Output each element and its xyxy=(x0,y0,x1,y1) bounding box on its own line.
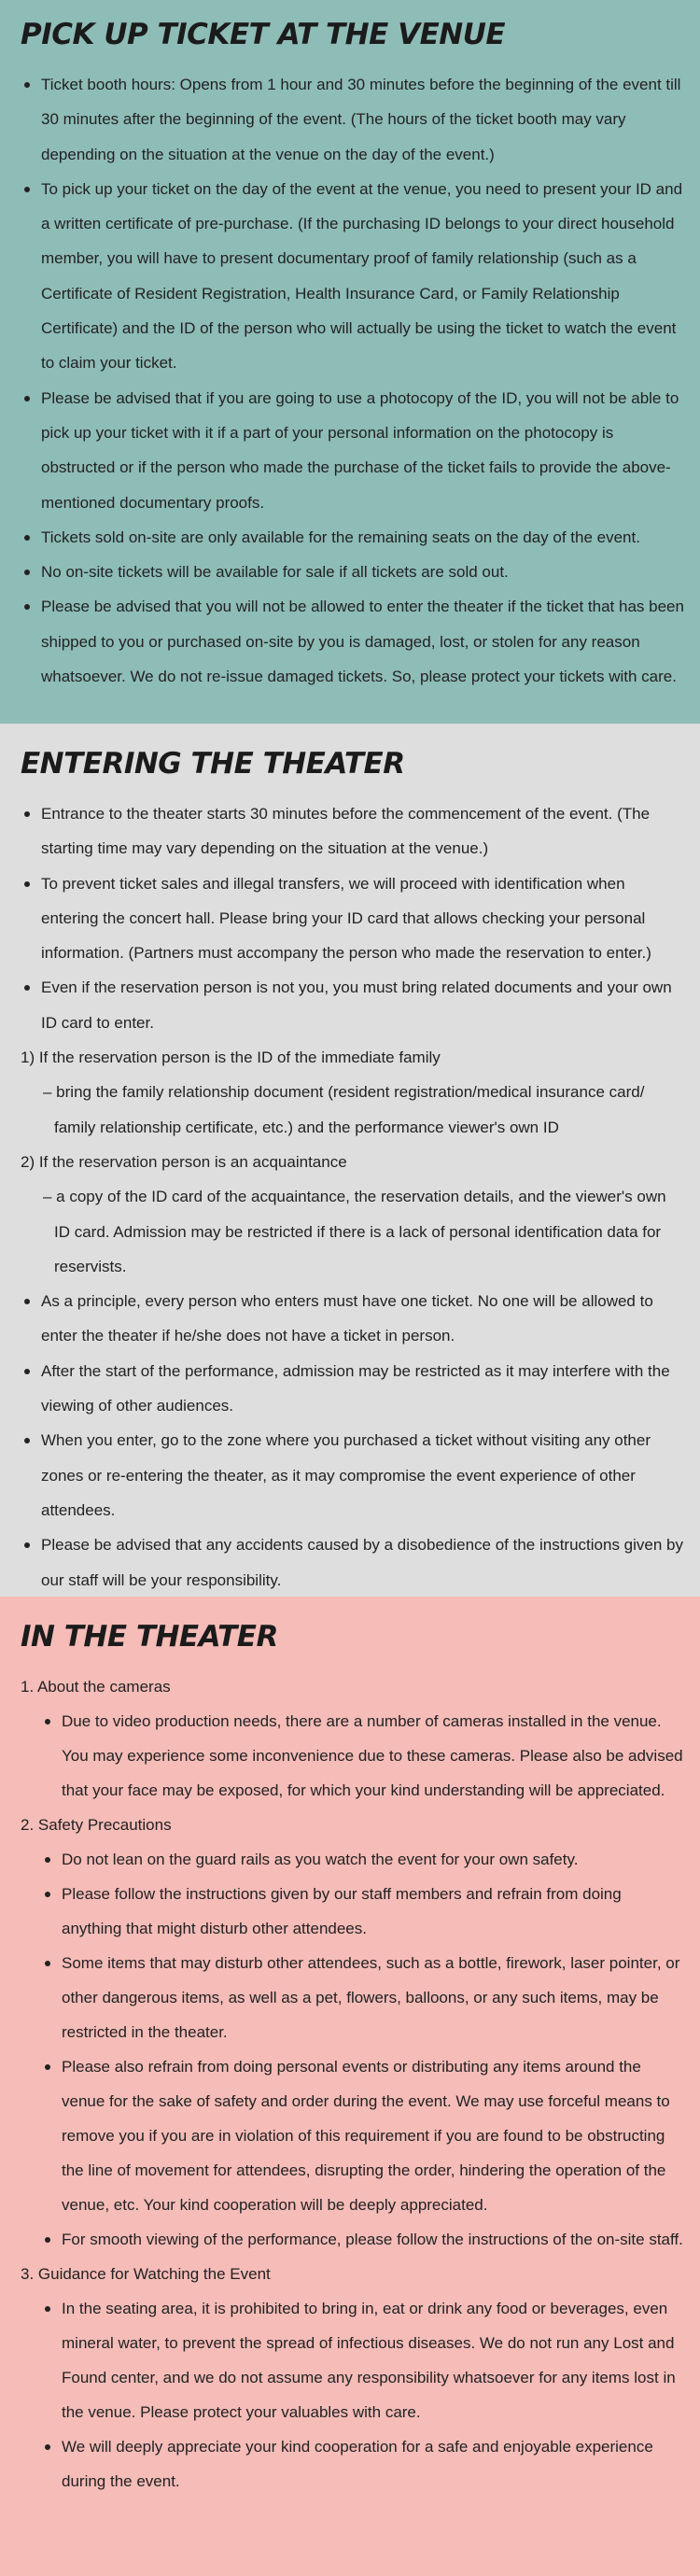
sub-list xyxy=(21,1040,685,1284)
sub-heading: 2) If the reservation person is an acquaintance xyxy=(21,1152,347,1171)
list-item: Ticket booth hours: Opens from 1 hour and 30 minutes before the beginning of the event till 30 minutes after the beginning of the event. (The hours of the ticket booth may vary depending on the situation at the venue on the day of the event.) xyxy=(21,67,685,172)
entering-section xyxy=(0,724,700,1597)
list-item-text: Even if the reservation person is not you, you must bring related documents and your own ID card to enter. xyxy=(41,978,672,1032)
list-item: Entrance to the theater starts 30 minutes before the commencement of the event. (The starting time may vary depending on the situation at the venue.) xyxy=(21,796,685,866)
list-item: To prevent ticket sales and illegal transfers, we will proceed with identification when entering the concert hall. Please bring your ID card that allows checking your personal information. (Partners must accompany the person who made the reservation to enter.) xyxy=(21,866,685,971)
list-item: Do not lean on the guard rails as you watch the event for your own safety. xyxy=(41,1842,685,1877)
list-item xyxy=(21,970,685,1040)
group-heading: 3. Guidance for Watching the Event xyxy=(21,2265,271,2283)
list-item: Please be advised that if you are going to use a photocopy of the ID, you will not be able to pick up your ticket with it if a part of your personal information on the photocopy is obstructed or if the person who made the purchase of the ticket fails to provide the above-mentioned documentary proofs. xyxy=(21,381,685,520)
group-list xyxy=(41,1842,685,2257)
list-item: To pick up your ticket on the day of the event at the venue, you need to present your ID and a written certificate of pre-purchase. (If the purchasing ID belongs to your direct household member, you will have to present documentary proof of family relationship (such as a Certificate of Resident Registration, Health Insurance Card, or Family Relationship Certificate) and the ID of the person who will actually be using the ticket to watch the event to claim your ticket. xyxy=(21,172,685,381)
list-item: Please be advised that you will not be allowed to enter the theater if the ticket that has been shipped to you or purchased on-site by you is damaged, lost, or stolen for any reason whatsoever. We do not re-issue damaged tickets. So, please protect your tickets with care. xyxy=(21,589,685,694)
list-item: Due to video production needs, there are a number of cameras installed in the venue. You may experience some inconvenience due to these cameras. Please also be advised that your face may be exposed, for which your kind understanding will be appreciated. xyxy=(41,1704,685,1808)
pickup-list xyxy=(21,67,685,694)
sub-item: – bring the family relationship document (resident registration/medical insurance card/ family relationship certificate, etc.) and the performance viewer's own ID xyxy=(43,1083,645,1136)
list-item: As a principle, every person who enters must have one ticket. No one will be allowed to enter the theater if he/she does not have a ticket in person. xyxy=(21,1284,685,1354)
pickup-title: PICK UP TICKET AT THE VENUE xyxy=(21,18,506,51)
pickup-section xyxy=(0,0,700,724)
inside-title: IN THE THEATER xyxy=(21,1620,278,1654)
list-item: Tickets sold on-site are only available for the remaining seats on the day of the event. xyxy=(21,520,685,555)
group-heading: 2. Safety Precautions xyxy=(21,1816,172,1834)
inside-groups xyxy=(21,1669,685,2499)
list-item: Please be advised that any accidents caused by a disobedience of the instructions given by our staff will be your responsibility. xyxy=(21,1527,685,1597)
list-item: When you enter, go to the zone where you purchased a ticket without visiting any other zones or re-entering the theater, as it may compromise the event experience of other attendees. xyxy=(21,1423,685,1527)
group-heading: 1. About the cameras xyxy=(21,1678,171,1696)
group-list xyxy=(41,2291,685,2499)
list-item: In the seating area, it is prohibited to bring in, eat or drink any food or beverages, even mineral water, to prevent the spread of infectious diseases. We do not run any Lost and Found center, and we do not assume any responsibility whatsoever for any items lost in the venue. Please protect your valuables with care. xyxy=(41,2291,685,2429)
list-item: Please follow the instructions given by our staff members and refrain from doing anything that might disturb other attendees. xyxy=(41,1877,685,1946)
list-item: After the start of the performance, admission may be restricted as it may interfere with the viewing of other audiences. xyxy=(21,1354,685,1424)
list-item: Some items that may disturb other attendees, such as a bottle, firework, laser pointer, or other dangerous items, as well as a pet, flowers, balloons, or any such items, may be restricted in the theater. xyxy=(41,1946,685,2049)
group-cameras xyxy=(21,1669,685,1808)
list-item: Please also refrain from doing personal events or distributing any items around the venue for the sake of safety and order during the event. We may use forceful means to remove you if you are in violation of this requirement if you are found to be obstructing the line of movement for attendees, disrupting the order, hindering the operation of the venue, etc. Your kind cooperation will be deeply appreciated. xyxy=(41,2049,685,2222)
entering-title: ENTERING THE THEATER xyxy=(21,747,405,781)
sub-heading: 1) If the reservation person is the ID of the immediate family xyxy=(21,1049,441,1067)
group-guidance xyxy=(21,2257,685,2499)
list-item: For smooth viewing of the performance, please follow the instructions of the on-site staff. xyxy=(41,2222,685,2257)
list-item: No on-site tickets will be available for sale if all tickets are sold out. xyxy=(21,555,685,589)
group-safety xyxy=(21,1808,685,2257)
inside-section xyxy=(0,1597,700,2576)
list-item: We will deeply appreciate your kind cooperation for a safe and enjoyable experience during the event. xyxy=(41,2429,685,2499)
group-list xyxy=(41,1704,685,1808)
entering-list xyxy=(21,796,685,1040)
sub-item: – a copy of the ID card of the acquaintance, the reservation details, and the viewer's own ID card. Admission may be restricted if there is a lack of personal identification data for reservists. xyxy=(43,1188,666,1275)
entering-list-continued xyxy=(21,1284,685,1597)
